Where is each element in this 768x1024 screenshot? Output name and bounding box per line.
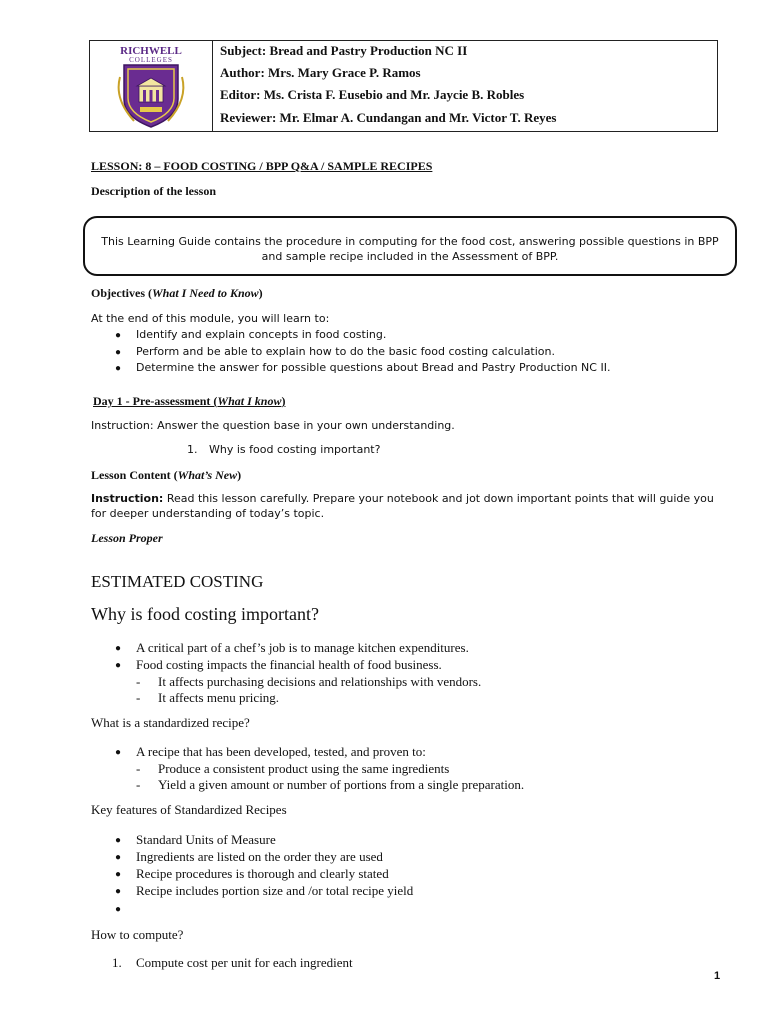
header-author: Author: Mrs. Mary Grace P. Ramos (220, 65, 421, 80)
standardized-item: A recipe that has been developed, tested, and proven to: (136, 744, 426, 759)
day1-heading: Day 1 - Pre-assessment (What I know) (93, 394, 286, 408)
why-heading: Why is food costing important? (91, 604, 319, 624)
page-number: 1 (714, 970, 721, 982)
key-feature-item: Recipe procedures is thorough and clearly stated (136, 866, 389, 881)
lesson-content-instruction-2: for deeper understanding of today’s topic. (91, 507, 325, 520)
bullet-icon: ● (115, 869, 122, 880)
header-editor: Editor: Ms. Crista F. Eusebio and Mr. Jaycie B. Robles (220, 87, 525, 102)
lesson-title: LESSON: 8 – FOOD COSTING / BPP Q&A / SAMPLE RECIPES (91, 159, 433, 173)
objective-item: Perform and be able to explain how to do the basic food costing calculation. (136, 345, 555, 358)
why-sub-item: It affects purchasing decisions and relationships with vendors. (158, 674, 482, 689)
dash-icon: - (136, 761, 141, 776)
lesson-content-instruction: Instruction: Read this lesson carefully. Prepare your notebook and jot down important points that will guide you (91, 492, 714, 505)
lesson-content-heading: Lesson Content (What’s New) (91, 468, 242, 482)
key-feature-item: Standard Units of Measure (136, 832, 276, 847)
objective-item: Determine the answer for possible questions about Bread and Pastry Production NC II. (136, 361, 611, 374)
key-features-heading: Key features of Standardized Recipes (91, 802, 287, 817)
bullet-icon: ● (115, 330, 122, 341)
dash-icon: - (136, 674, 141, 689)
why-sub-item: It affects menu pricing. (158, 690, 280, 705)
bullet-icon: ● (115, 347, 122, 358)
bullet-icon: ● (115, 904, 122, 915)
bullet-icon: ● (115, 363, 122, 374)
description-line-1: This Learning Guide contains the procedure in computing for the food cost, answering possible questions in BPP (101, 235, 719, 248)
bullet-icon: ● (115, 835, 122, 846)
key-feature-item: Recipe includes portion size and /or total recipe yield (136, 883, 414, 898)
standardized-question: What is a standardized recipe? (91, 715, 250, 730)
bullet-icon: ● (115, 643, 122, 654)
standardized-sub-item: Produce a consistent product using the same ingredients (158, 761, 450, 776)
dash-icon: - (136, 777, 141, 792)
header-subject: Subject: Bread and Pastry Production NC II (220, 43, 468, 58)
question-text: Why is food costing important? (209, 443, 381, 456)
bullet-icon: ● (115, 886, 122, 897)
dash-icon: - (136, 690, 141, 705)
how-heading: How to compute? (91, 927, 184, 942)
header-reviewer: Reviewer: Mr. Elmar A. Cundangan and Mr. Victor T. Reyes (220, 110, 557, 125)
why-item: A critical part of a chef’s job is to manage kitchen expenditures. (136, 640, 469, 655)
description-box (83, 216, 737, 276)
objective-item: Identify and explain concepts in food costing. (136, 328, 387, 341)
objectives-intro: At the end of this module, you will learn to: (91, 312, 330, 325)
logo-text-top: RICHWELL (120, 45, 182, 57)
estimated-costing-title: ESTIMATED COSTING (91, 572, 264, 591)
objectives-heading: Objectives (What I Need to Know) (91, 286, 263, 300)
key-feature-item: Ingredients are listed on the order they are used (136, 849, 383, 864)
standardized-sub-item: Yield a given amount or number of portions from a single preparation. (158, 777, 525, 792)
compute-number: 1. (112, 955, 122, 970)
bullet-icon: ● (115, 747, 122, 758)
description-line-2: and sample recipe included in the Assessment of BPP. (261, 250, 559, 263)
day1-instruction: Instruction: Answer the question base in your own understanding. (91, 419, 455, 432)
why-item: Food costing impacts the financial health of food business. (136, 657, 442, 672)
document-header (89, 40, 718, 132)
compute-step: Compute cost per unit for each ingredient (136, 955, 353, 970)
bullet-icon: ● (115, 660, 122, 671)
logo-cell (90, 41, 213, 131)
logo-text-sub: COLLEGES (129, 56, 173, 64)
description-heading: Description of the lesson (91, 184, 216, 198)
lesson-proper: Lesson Proper (91, 531, 163, 545)
question-number: 1. (187, 443, 198, 456)
bullet-icon: ● (115, 852, 122, 863)
